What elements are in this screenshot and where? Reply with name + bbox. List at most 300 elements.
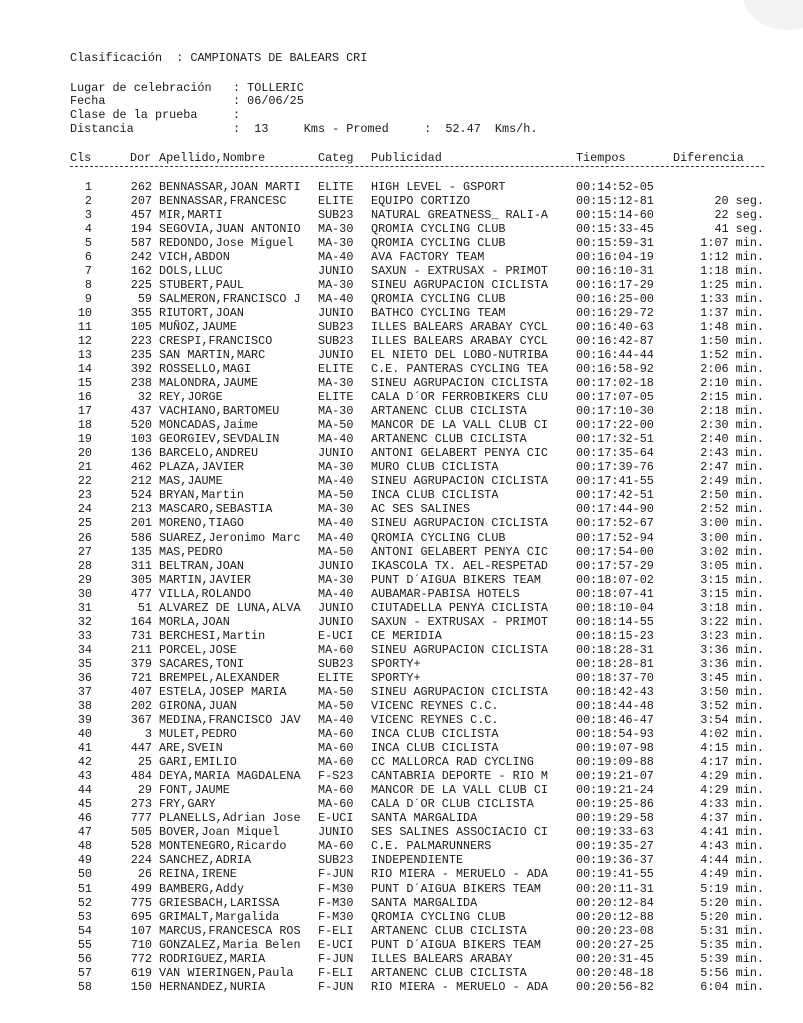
cell-cls: 7 — [84, 263, 92, 278]
cell-name: BRYAN,Martin — [159, 488, 244, 503]
cell-publicidad: EL NIETO DEL LOBO-NUTRIBA — [371, 347, 548, 362]
cell-dor: 202 — [130, 698, 152, 713]
cell-cls: 27 — [77, 544, 92, 559]
cell-cls: 18 — [77, 418, 92, 433]
cell-name: BERCHESI,Martin — [159, 628, 266, 643]
cell-name: ROSSELLO,MAGI — [159, 362, 252, 377]
cell-dor: 367 — [130, 713, 152, 728]
cell-tiempo: 00:20:11-31 — [576, 881, 654, 896]
cell-cls: 57 — [77, 965, 92, 980]
cell-tiempo: 00:17:32-51 — [576, 432, 654, 447]
cell-diferencia: 4:29 min. — [700, 769, 764, 784]
cell-name: HERNANDEZ,NURIA — [159, 979, 266, 994]
cell-name: PLANELLS,Adrian Jose — [159, 811, 301, 826]
cell-diferencia: 4:43 min. — [700, 839, 764, 854]
cell-cls: 34 — [77, 642, 92, 657]
cell-diferencia: 2:06 min. — [700, 362, 764, 377]
cell-name: REDONDO,Jose Miguel — [159, 235, 294, 250]
cell-dor: 162 — [130, 263, 152, 278]
cell-diferencia: 3:00 min. — [700, 516, 764, 531]
fecha-line — [70, 95, 304, 108]
table-row — [0, 854, 803, 866]
cell-tiempo: 00:18:15-23 — [576, 628, 654, 643]
cell-tiempo: 00:18:44-48 — [576, 698, 654, 713]
cell-name: PORCEL,JOSE — [159, 642, 237, 657]
cell-name: DOLS,LLUC — [159, 263, 223, 278]
cell-diferencia: 2:52 min. — [700, 502, 764, 517]
cell-cls: 1 — [84, 179, 92, 194]
cell-dor: 305 — [130, 572, 152, 587]
cell-diferencia: 5:31 min. — [700, 923, 764, 938]
cell-tiempo: 00:17:10-30 — [576, 404, 654, 419]
cell-dor: 194 — [130, 221, 152, 236]
cell-diferencia: 4:44 min. — [700, 853, 764, 868]
cell-publicidad: AUBAMAR-PABISA HOTELS — [371, 586, 520, 601]
cell-cls: 36 — [77, 670, 92, 685]
cell-categ: ELITE — [318, 362, 354, 377]
cell-dor: 207 — [130, 193, 152, 208]
cell-tiempo: 00:19:09-88 — [576, 755, 654, 770]
col-cls: Cls — [70, 151, 92, 165]
cell-dor: 262 — [130, 179, 152, 194]
cell-diferencia: 4:41 min. — [700, 825, 764, 840]
cell-dor: 379 — [130, 656, 152, 671]
cell-cls: 25 — [77, 516, 92, 531]
cell-categ: JUNIO — [318, 825, 354, 840]
cell-categ: MA-50 — [318, 418, 354, 433]
table-row — [0, 546, 803, 558]
cell-dor: 477 — [130, 586, 152, 601]
cell-categ: ELITE — [318, 179, 354, 194]
table-row — [0, 391, 803, 403]
cell-cls: 37 — [77, 684, 92, 699]
cell-diferencia: 5:20 min. — [700, 909, 764, 924]
cell-name: BARCELO,ANDREU — [159, 446, 259, 461]
cell-cls: 48 — [77, 839, 92, 854]
cell-tiempo: 00:18:37-70 — [576, 670, 654, 685]
cell-diferencia: 1:33 min. — [700, 291, 764, 306]
cell-categ: MA-40 — [318, 249, 354, 264]
cell-diferencia: 4:29 min. — [700, 783, 764, 798]
cell-tiempo: 00:19:35-27 — [576, 839, 654, 854]
cell-dor: 29 — [137, 783, 152, 798]
cell-publicidad: SAXUN - EXTRUSAX - PRIMOT — [371, 614, 548, 629]
column-header-row — [0, 152, 803, 164]
cell-dor: 311 — [130, 558, 152, 573]
cell-name: VICH,ABDON — [159, 249, 230, 264]
cell-categ: MA-30 — [318, 235, 354, 250]
cell-tiempo: 00:18:07-02 — [576, 572, 654, 587]
cell-tiempo: 00:20:12-88 — [576, 909, 654, 924]
clasificacion-label: Clasificación : — [70, 51, 191, 65]
col-publicidad: Publicidad — [371, 151, 442, 165]
clase-value: : — [233, 108, 241, 122]
cell-name: BELTRAN,JOAN — [159, 558, 244, 573]
cell-name: STUBERT,PAUL — [159, 277, 244, 292]
cell-publicidad: SINEU AGRUPACION CICLISTA — [371, 516, 548, 531]
table-row — [0, 532, 803, 544]
table-row — [0, 798, 803, 810]
table-row — [0, 405, 803, 417]
cell-cls: 4 — [84, 221, 92, 236]
cell-categ: SUB23 — [318, 853, 354, 868]
cell-tiempo: 00:17:22-00 — [576, 418, 654, 433]
cell-publicidad: ILLES BALEARS ARABAY CYCL — [371, 319, 548, 334]
cell-dor: 135 — [130, 544, 152, 559]
table-row — [0, 574, 803, 586]
cell-publicidad: ILLES BALEARS ARABAY — [371, 951, 513, 966]
table-row — [0, 321, 803, 333]
cell-dor: 164 — [130, 614, 152, 629]
cell-diferencia: 5:35 min. — [700, 937, 764, 952]
cell-dor: 150 — [130, 979, 152, 994]
cell-categ: E-UCI — [318, 811, 354, 826]
cell-categ: MA-60 — [318, 727, 354, 742]
cell-categ: F-JUN — [318, 951, 354, 966]
cell-diferencia: 1:12 min. — [700, 249, 764, 264]
cell-name: CRESPI,FRANCISCO — [159, 333, 273, 348]
cell-publicidad: CALA D´OR FERROBIKERS CLU — [371, 390, 548, 405]
cell-dor: 26 — [137, 867, 152, 882]
cell-tiempo: 00:20:48-18 — [576, 965, 654, 980]
cell-name: ALVAREZ DE LUNA,ALVA — [159, 600, 301, 615]
cell-diferencia: 2:49 min. — [700, 474, 764, 489]
cell-publicidad: IKASCOLA TX. AEL-RESPETAD — [371, 558, 548, 573]
cell-cls: 56 — [77, 951, 92, 966]
cell-cls: 40 — [77, 727, 92, 742]
cell-dor: 484 — [130, 769, 152, 784]
cell-publicidad: RIO MIERA - MERUELO - ADA — [371, 867, 548, 882]
cell-tiempo: 00:17:42-51 — [576, 488, 654, 503]
cell-cls: 41 — [77, 741, 92, 756]
clasificacion-value: CAMPIONATS DE BALEARS CRI — [190, 51, 368, 65]
cell-categ: MA-30 — [318, 277, 354, 292]
cell-dor: 457 — [130, 207, 152, 222]
cell-diferencia: 2:50 min. — [700, 488, 764, 503]
cell-cls: 21 — [77, 460, 92, 475]
cell-cls: 8 — [84, 277, 92, 292]
table-row — [0, 335, 803, 347]
cell-name: GIRONA,JUAN — [159, 698, 237, 713]
cell-diferencia: 3:52 min. — [700, 698, 764, 713]
cell-categ: MA-50 — [318, 488, 354, 503]
cell-tiempo: 00:19:07-98 — [576, 741, 654, 756]
cell-cls: 44 — [77, 783, 92, 798]
cell-dor: 505 — [130, 825, 152, 840]
cell-dor: 25 — [137, 755, 152, 770]
cell-tiempo: 00:20:31-45 — [576, 951, 654, 966]
cell-name: BENNASSAR,FRANCESC — [159, 193, 287, 208]
cell-dor: 224 — [130, 853, 152, 868]
table-row — [0, 237, 803, 249]
cell-tiempo: 00:15:12-81 — [576, 193, 654, 208]
cell-categ: F-JUN — [318, 979, 354, 994]
table-row — [0, 868, 803, 880]
cell-name: BENNASSAR,JOAN MARTI — [159, 179, 301, 194]
cell-publicidad: SINEU AGRUPACION CICLISTA — [371, 684, 548, 699]
cell-diferencia: 4:33 min. — [700, 797, 764, 812]
cell-cls: 49 — [77, 853, 92, 868]
cell-categ: MA-30 — [318, 376, 354, 391]
cell-dor: 528 — [130, 839, 152, 854]
cell-categ: F-ELI — [318, 923, 354, 938]
cell-publicidad: SINEU AGRUPACION CICLISTA — [371, 642, 548, 657]
cell-name: MONCADAS,Jaime — [159, 418, 259, 433]
cell-categ: JUNIO — [318, 263, 354, 278]
cell-name: GONZALEZ,Maria Belen — [159, 937, 301, 952]
cell-diferencia: 1:18 min. — [700, 263, 764, 278]
cell-diferencia: 3:54 min. — [700, 713, 764, 728]
col-tiempos: Tiempos — [576, 151, 626, 165]
cell-cls: 3 — [84, 207, 92, 222]
cell-name: BREMPEL,ALEXANDER — [159, 670, 280, 685]
cell-categ: MA-40 — [318, 432, 354, 447]
cell-categ: MA-30 — [318, 572, 354, 587]
cell-categ: E-UCI — [318, 937, 354, 952]
table-row — [0, 489, 803, 501]
cell-categ: ELITE — [318, 670, 354, 685]
table-row — [0, 293, 803, 305]
cell-tiempo: 00:17:57-29 — [576, 558, 654, 573]
cell-publicidad: CALA D´OR CLUB CICLISTA — [371, 797, 534, 812]
cell-name: ESTELA,JOSEP MARIA — [159, 684, 287, 699]
cell-name: SAN MARTIN,MARC — [159, 347, 266, 362]
cell-tiempo: 00:15:59-31 — [576, 235, 654, 250]
cell-diferencia: 3:23 min. — [700, 628, 764, 643]
cell-publicidad: ANTONI GELABERT PENYA CIC — [371, 446, 548, 461]
cell-name: SEGOVIA,JUAN ANTONIO — [159, 221, 301, 236]
cell-cls: 24 — [77, 502, 92, 517]
cell-diferencia: 5:39 min. — [700, 951, 764, 966]
cell-cls: 32 — [77, 614, 92, 629]
cell-categ: JUNIO — [318, 600, 354, 615]
cell-publicidad: RIO MIERA - MERUELO - ADA — [371, 979, 548, 994]
table-row — [0, 883, 803, 895]
cell-tiempo: 00:17:07-05 — [576, 390, 654, 405]
clase-label: Clase de la prueba — [70, 108, 198, 122]
table-row — [0, 461, 803, 473]
cell-publicidad: QROMIA CYCLING CLUB — [371, 221, 506, 236]
cell-publicidad: ANTONI GELABERT PENYA CIC — [371, 544, 548, 559]
cell-publicidad: NATURAL GREATNESS_ RALI-A — [371, 207, 548, 222]
cell-publicidad: SPORTY+ — [371, 670, 421, 685]
cell-name: VILLA,ROLANDO — [159, 586, 252, 601]
cell-name: MALONDRA,JAUME — [159, 376, 259, 391]
cell-name: GRIESBACH,LARISSA — [159, 895, 280, 910]
cell-tiempo: 00:17:35-64 — [576, 446, 654, 461]
cell-dor: 721 — [130, 670, 152, 685]
table-row — [0, 447, 803, 459]
cell-diferencia: 2:40 min. — [700, 432, 764, 447]
cell-publicidad: SINEU AGRUPACION CICLISTA — [371, 376, 548, 391]
cell-tiempo: 00:18:28-31 — [576, 642, 654, 657]
cell-dor: 59 — [137, 291, 152, 306]
table-row — [0, 195, 803, 207]
cell-diferencia: 5:20 min. — [700, 895, 764, 910]
cell-dor: 238 — [130, 376, 152, 391]
cell-categ: MA-50 — [318, 544, 354, 559]
cell-cls: 15 — [77, 376, 92, 391]
cell-name: BOVER,Joan Miquel — [159, 825, 280, 840]
cell-tiempo: 00:20:23-08 — [576, 923, 654, 938]
cell-name: GEORGIEV,SEVDALIN — [159, 432, 280, 447]
distancia-label: Distancia — [70, 122, 134, 136]
cell-name: REINA,IRENE — [159, 867, 237, 882]
cell-tiempo: 00:16:42-87 — [576, 333, 654, 348]
cell-categ: MA-60 — [318, 755, 354, 770]
cell-publicidad: QROMIA CYCLING CLUB — [371, 235, 506, 250]
cell-cls: 22 — [77, 474, 92, 489]
cell-dor: 777 — [130, 811, 152, 826]
cell-name: SANCHEZ,ADRIA — [159, 853, 252, 868]
table-row — [0, 588, 803, 600]
cell-dor: 212 — [130, 474, 152, 489]
cell-diferencia: 2:30 min. — [700, 418, 764, 433]
cell-dor: 772 — [130, 951, 152, 966]
table-row — [0, 714, 803, 726]
cell-tiempo: 00:16:10-31 — [576, 263, 654, 278]
cell-categ: MA-40 — [318, 713, 354, 728]
table-row — [0, 307, 803, 319]
cell-categ: F-S23 — [318, 769, 354, 784]
cell-publicidad: SANTA MARGALIDA — [371, 811, 478, 826]
table-row — [0, 251, 803, 263]
cell-cls: 28 — [77, 558, 92, 573]
cell-name: MARTIN,JAVIER — [159, 572, 252, 587]
table-row — [0, 728, 803, 740]
cell-diferencia: 1:50 min. — [700, 333, 764, 348]
cell-dor: 235 — [130, 347, 152, 362]
table-row — [0, 644, 803, 656]
cell-cls: 20 — [77, 446, 92, 461]
cell-diferencia: 3:15 min. — [700, 572, 764, 587]
cell-name: MORENO,TIAGO — [159, 516, 244, 531]
table-row — [0, 700, 803, 712]
cell-cls: 17 — [77, 404, 92, 419]
cell-name: MULET,PEDRO — [159, 727, 237, 742]
table-row — [0, 686, 803, 698]
cell-dor: 407 — [130, 684, 152, 699]
cell-categ: ELITE — [318, 390, 354, 405]
cell-categ: MA-60 — [318, 839, 354, 854]
cell-diferencia: 4:02 min. — [700, 727, 764, 742]
cell-dor: 447 — [130, 741, 152, 756]
cell-dor: 103 — [130, 432, 152, 447]
cell-publicidad: INCA CLUB CICLISTA — [371, 727, 499, 742]
cell-dor: 136 — [130, 446, 152, 461]
cell-dor: 586 — [130, 530, 152, 545]
cell-name: VACHIANO,BARTOMEU — [159, 404, 280, 419]
cell-tiempo: 00:18:28-81 — [576, 656, 654, 671]
cell-cls: 33 — [77, 628, 92, 643]
cell-tiempo: 00:19:29-58 — [576, 811, 654, 826]
cell-diferencia: 4:15 min. — [700, 741, 764, 756]
cell-categ: SUB23 — [318, 333, 354, 348]
cell-publicidad: PUNT D´AIGUA BIKERS TEAM — [371, 937, 541, 952]
cell-cls: 43 — [77, 769, 92, 784]
fecha-value: : 06/06/25 — [233, 94, 304, 108]
table-row — [0, 616, 803, 628]
table-row — [0, 672, 803, 684]
cell-dor: 520 — [130, 418, 152, 433]
cell-publicidad: CE MERIDIA — [371, 628, 442, 643]
cell-tiempo: 00:17:54-00 — [576, 544, 654, 559]
cell-categ: MA-50 — [318, 684, 354, 699]
cell-tiempo: 00:17:41-55 — [576, 474, 654, 489]
cell-tiempo: 00:20:12-84 — [576, 895, 654, 910]
cell-name: GARI,EMILIO — [159, 755, 237, 770]
table-row — [0, 784, 803, 796]
cell-publicidad: QROMIA CYCLING CLUB — [371, 909, 506, 924]
cell-cls: 9 — [84, 291, 92, 306]
table-row — [0, 953, 803, 965]
cell-diferencia: 3:50 min. — [700, 684, 764, 699]
header-divider — [70, 166, 764, 167]
cell-tiempo: 00:17:44-90 — [576, 502, 654, 517]
cell-cls: 54 — [77, 923, 92, 938]
cell-name: PLAZA,JAVIER — [159, 460, 244, 475]
cell-name: BAMBERG,Addy — [159, 881, 244, 896]
table-row — [0, 756, 803, 768]
cell-categ: MA-30 — [318, 460, 354, 475]
cell-publicidad: CANTABRIA DEPORTE - RIO M — [371, 769, 548, 784]
distancia-value: : 13 Kms - Promed : 52.47 Kms/h. — [233, 122, 538, 136]
cell-publicidad: PUNT D´AIGUA BIKERS TEAM — [371, 572, 541, 587]
cell-tiempo: 00:19:33-63 — [576, 825, 654, 840]
cell-tiempo: 00:18:46-47 — [576, 713, 654, 728]
cell-categ: MA-60 — [318, 642, 354, 657]
cell-cls: 31 — [77, 600, 92, 615]
cell-dor: 392 — [130, 362, 152, 377]
table-row — [0, 967, 803, 979]
table-row — [0, 419, 803, 431]
cell-publicidad: MANCOR DE LA VALL CLUB CI — [371, 783, 548, 798]
table-row — [0, 377, 803, 389]
table-row — [0, 349, 803, 361]
cell-tiempo: 00:17:02-18 — [576, 376, 654, 391]
cell-diferencia: 4:49 min. — [700, 867, 764, 882]
cell-categ: SUB23 — [318, 656, 354, 671]
cell-diferencia: 3:36 min. — [700, 642, 764, 657]
cell-dor: 462 — [130, 460, 152, 475]
cell-dor: 731 — [130, 628, 152, 643]
cell-publicidad: EQUIPO CORTIZO — [371, 193, 471, 208]
cell-diferencia: 1:48 min. — [700, 319, 764, 334]
cell-diferencia: 4:17 min. — [700, 755, 764, 770]
cell-publicidad: C.E. PANTERAS CYCLING TEA — [371, 362, 548, 377]
col-dor: Dor — [130, 151, 152, 165]
distancia-line — [70, 123, 537, 136]
cell-publicidad: ARTANENC CLUB CICLISTA — [371, 432, 527, 447]
cell-name: MASCARO,SEBASTIA — [159, 502, 273, 517]
cell-dor: 499 — [130, 881, 152, 896]
cell-categ: JUNIO — [318, 614, 354, 629]
cell-categ: F-JUN — [318, 867, 354, 882]
cell-publicidad: INCA CLUB CICLISTA — [371, 488, 499, 503]
table-row — [0, 265, 803, 277]
cell-tiempo: 00:18:14-55 — [576, 614, 654, 629]
cell-diferencia: 2:47 min. — [700, 460, 764, 475]
cell-tiempo: 00:18:07-41 — [576, 586, 654, 601]
cell-diferencia: 41 seg. — [714, 221, 764, 236]
cell-diferencia: 5:19 min. — [700, 881, 764, 896]
cell-cls: 38 — [77, 698, 92, 713]
cell-name: MORLA,JOAN — [159, 614, 230, 629]
cell-categ: MA-30 — [318, 404, 354, 419]
cell-cls: 50 — [77, 867, 92, 882]
cell-name: MONTENEGRO,Ricardo — [159, 839, 287, 854]
cell-publicidad: AVA FACTORY TEAM — [371, 249, 485, 264]
